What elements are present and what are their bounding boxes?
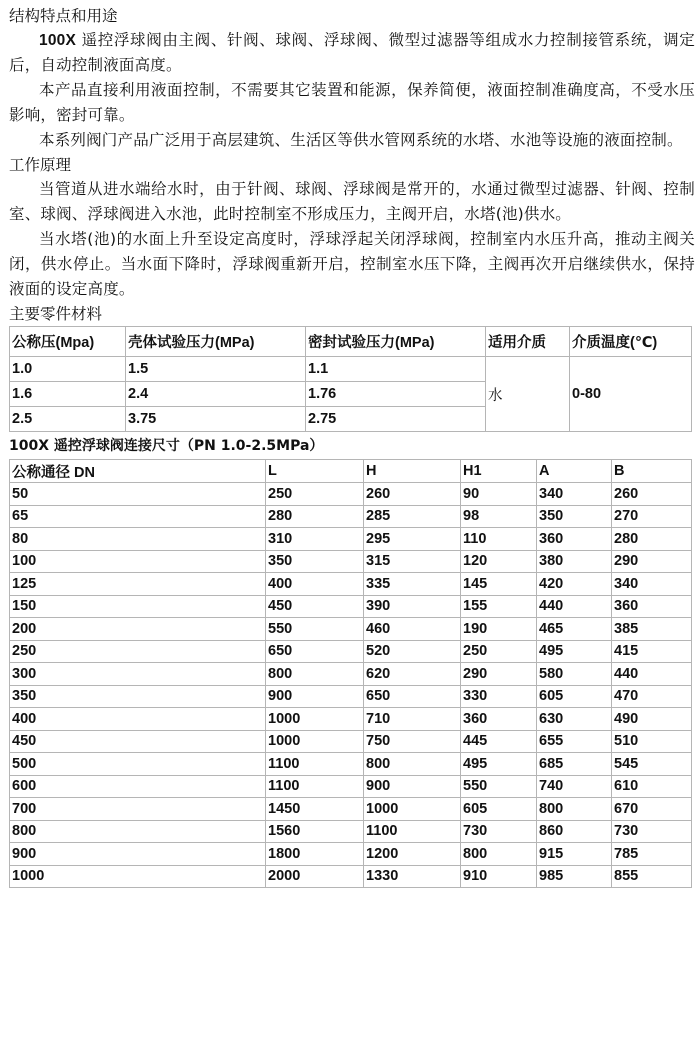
table-cell: 750 — [364, 730, 461, 753]
table-cell: 620 — [364, 663, 461, 686]
features-paragraph-1 — [9, 28, 695, 78]
table-cell: 730 — [612, 820, 692, 843]
header-nominal-pressure: 公称压(Mpa) — [10, 327, 126, 357]
materials-header-row — [10, 327, 692, 357]
temperature-cell: 0-80 — [570, 357, 692, 432]
table-cell: 1330 — [364, 865, 461, 888]
table-cell: 340 — [612, 573, 692, 596]
table-cell: 520 — [364, 640, 461, 663]
table-cell: 190 — [461, 618, 537, 641]
header-h1: H1 — [461, 460, 537, 483]
table-cell: 290 — [612, 550, 692, 573]
table-cell: 1000 — [364, 798, 461, 821]
table-cell: 200 — [10, 618, 266, 641]
table-cell: 300 — [10, 663, 266, 686]
table-cell: 460 — [364, 618, 461, 641]
table-cell: 280 — [612, 528, 692, 551]
table-cell: 800 — [266, 663, 364, 686]
table-cell: 2.5 — [10, 407, 126, 432]
table-cell: 145 — [461, 573, 537, 596]
table-row — [10, 663, 692, 686]
table-cell: 100 — [10, 550, 266, 573]
table-cell: 420 — [537, 573, 612, 596]
header-medium: 适用介质 — [486, 327, 570, 357]
table-cell: 260 — [364, 483, 461, 506]
table-cell: 655 — [537, 730, 612, 753]
table-cell: 360 — [461, 708, 537, 731]
table-cell: 400 — [10, 708, 266, 731]
header-shell-test-pressure: 壳体试验压力(MPa) — [126, 327, 306, 357]
table-cell: 65 — [10, 505, 266, 528]
table-row — [10, 798, 692, 821]
dimensions-table-body — [10, 460, 692, 888]
table-cell: 350 — [266, 550, 364, 573]
table-cell: 250 — [266, 483, 364, 506]
table-row — [10, 550, 692, 573]
table-cell: 390 — [364, 595, 461, 618]
table-cell: 1000 — [266, 708, 364, 731]
table-cell: 350 — [537, 505, 612, 528]
table-cell: 440 — [537, 595, 612, 618]
table-cell: 450 — [266, 595, 364, 618]
table-cell: 650 — [266, 640, 364, 663]
table-cell: 1450 — [266, 798, 364, 821]
table-cell: 1.0 — [10, 357, 126, 382]
table-cell: 470 — [612, 685, 692, 708]
medium-cell: 水 — [486, 357, 570, 432]
table-cell: 315 — [364, 550, 461, 573]
table-cell: 98 — [461, 505, 537, 528]
table-cell: 985 — [537, 865, 612, 888]
table-cell: 250 — [461, 640, 537, 663]
materials-heading: 主要零件材料 — [9, 305, 103, 323]
features-paragraph-2: 本产品直接利用液面控制，不需要其它装置和能源，保养简便，液面控制准确度高，不受水压影响，密封可靠。 — [9, 81, 695, 124]
table-row — [10, 753, 692, 776]
table-cell: 630 — [537, 708, 612, 731]
table-cell: 2000 — [266, 865, 364, 888]
table-cell: 415 — [612, 640, 692, 663]
table-cell: 350 — [10, 685, 266, 708]
table-cell: 400 — [266, 573, 364, 596]
table-cell: 500 — [10, 753, 266, 776]
table-cell: 910 — [461, 865, 537, 888]
table-cell: 1100 — [266, 775, 364, 798]
table-row — [10, 865, 692, 888]
principle-heading: 工作原理 — [9, 156, 72, 174]
table-cell: 330 — [461, 685, 537, 708]
table-row — [10, 528, 692, 551]
table-cell: 120 — [461, 550, 537, 573]
table-cell: 80 — [10, 528, 266, 551]
header-l: L — [266, 460, 364, 483]
table-cell: 335 — [364, 573, 461, 596]
table-cell: 440 — [612, 663, 692, 686]
table-cell: 650 — [364, 685, 461, 708]
table-cell: 3.75 — [126, 407, 306, 432]
table-row — [10, 573, 692, 596]
table-cell: 860 — [537, 820, 612, 843]
table-cell: 280 — [266, 505, 364, 528]
table-cell: 900 — [266, 685, 364, 708]
table-cell: 110 — [461, 528, 537, 551]
table-cell: 1100 — [266, 753, 364, 776]
table-cell: 700 — [10, 798, 266, 821]
dimensions-table — [9, 459, 692, 888]
table-cell: 800 — [537, 798, 612, 821]
table-cell: 340 — [537, 483, 612, 506]
table-cell: 1200 — [364, 843, 461, 866]
table-row — [10, 685, 692, 708]
table-row — [10, 730, 692, 753]
table-row — [10, 618, 692, 641]
features-paragraph-3: 本系列阀门产品广泛用于高层建筑、生活区等供水管网系统的水塔、水池等设施的液面控制。 — [39, 131, 683, 149]
table-cell: 800 — [10, 820, 266, 843]
table-cell: 1800 — [266, 843, 364, 866]
materials-table — [9, 326, 692, 432]
features-paragraph-1-text: 遥控浮球阀由主阀、针阀、球阀、浮球阀、微型过滤器等组成水力控制接管系统，调定后，自动控制液面高度。 — [9, 31, 695, 74]
table-cell: 1560 — [266, 820, 364, 843]
dimensions-caption: 100X 遥控浮球阀连接尺寸（PN 1.0-2.5MPa） — [9, 438, 324, 454]
table-cell: 605 — [537, 685, 612, 708]
table-cell: 510 — [612, 730, 692, 753]
table-cell: 1000 — [10, 865, 266, 888]
dimensions-header-row — [10, 460, 692, 483]
principle-paragraph-1: 当管道从进水端给水时，由于针阀、球阀、浮球阀是常开的，水通过微型过滤器、针阀、控制室、球阀、浮球阀进入水池，此时控制室不形成压力，主阀开启，水塔(池)供水。 — [9, 180, 695, 223]
principle-paragraph-2: 当水塔(池)的水面上升至设定高度时，浮球浮起关闭浮球阀，控制室内水压升高，推动主阀关闭，供水停止。当水面下降时，浮球阀重新开启，控制室水压下降，主阀再次开启继续供水，保持液面的设定高度。 — [9, 230, 695, 298]
table-cell: 250 — [10, 640, 266, 663]
table-cell: 50 — [10, 483, 266, 506]
table-cell: 730 — [461, 820, 537, 843]
table-cell: 900 — [364, 775, 461, 798]
table-row — [10, 775, 692, 798]
table-cell: 855 — [612, 865, 692, 888]
table-cell: 800 — [364, 753, 461, 776]
table-cell: 1.1 — [306, 357, 486, 382]
header-seal-test-pressure: 密封试验压力(MPa) — [306, 327, 486, 357]
table-cell: 605 — [461, 798, 537, 821]
table-cell: 600 — [10, 775, 266, 798]
table-row — [10, 820, 692, 843]
table-cell: 545 — [612, 753, 692, 776]
table-cell: 490 — [612, 708, 692, 731]
table-cell: 270 — [612, 505, 692, 528]
table-cell: 670 — [612, 798, 692, 821]
table-cell: 360 — [612, 595, 692, 618]
table-cell: 260 — [612, 483, 692, 506]
table-cell: 495 — [537, 640, 612, 663]
table-cell: 360 — [537, 528, 612, 551]
table-cell: 740 — [537, 775, 612, 798]
table-cell: 290 — [461, 663, 537, 686]
table-cell: 450 — [10, 730, 266, 753]
table-cell: 1.76 — [306, 382, 486, 407]
table-cell: 915 — [537, 843, 612, 866]
table-cell: 580 — [537, 663, 612, 686]
table-row — [10, 483, 692, 506]
table-cell: 1100 — [364, 820, 461, 843]
table-cell: 150 — [10, 595, 266, 618]
table-cell: 1.6 — [10, 382, 126, 407]
table-cell: 2.75 — [306, 407, 486, 432]
table-cell: 710 — [364, 708, 461, 731]
table-cell: 310 — [266, 528, 364, 551]
table-cell: 550 — [461, 775, 537, 798]
table-cell: 155 — [461, 595, 537, 618]
header-dn: 公称通径 DN — [10, 460, 266, 483]
table-cell: 1.5 — [126, 357, 306, 382]
table-cell: 90 — [461, 483, 537, 506]
table-cell: 900 — [10, 843, 266, 866]
table-cell: 125 — [10, 573, 266, 596]
table-cell: 800 — [461, 843, 537, 866]
table-row — [10, 708, 692, 731]
table-cell: 1000 — [266, 730, 364, 753]
table-cell: 495 — [461, 753, 537, 776]
header-a: A — [537, 460, 612, 483]
table-cell: 385 — [612, 618, 692, 641]
table-row — [10, 843, 692, 866]
table-cell: 785 — [612, 843, 692, 866]
table-row — [10, 595, 692, 618]
header-h: H — [364, 460, 461, 483]
table-row — [10, 640, 692, 663]
table-cell: 465 — [537, 618, 612, 641]
table-cell: 550 — [266, 618, 364, 641]
table-cell: 685 — [537, 753, 612, 776]
header-medium-temperature: 介质温度(℃) — [570, 327, 692, 357]
table-row — [10, 357, 692, 382]
features-heading: 结构特点和用途 — [9, 7, 118, 25]
table-cell: 445 — [461, 730, 537, 753]
table-cell: 285 — [364, 505, 461, 528]
table-cell: 2.4 — [126, 382, 306, 407]
table-cell: 380 — [537, 550, 612, 573]
table-row — [10, 505, 692, 528]
model-number: 100X — [39, 32, 76, 49]
table-cell: 295 — [364, 528, 461, 551]
header-b: B — [612, 460, 692, 483]
table-cell: 610 — [612, 775, 692, 798]
